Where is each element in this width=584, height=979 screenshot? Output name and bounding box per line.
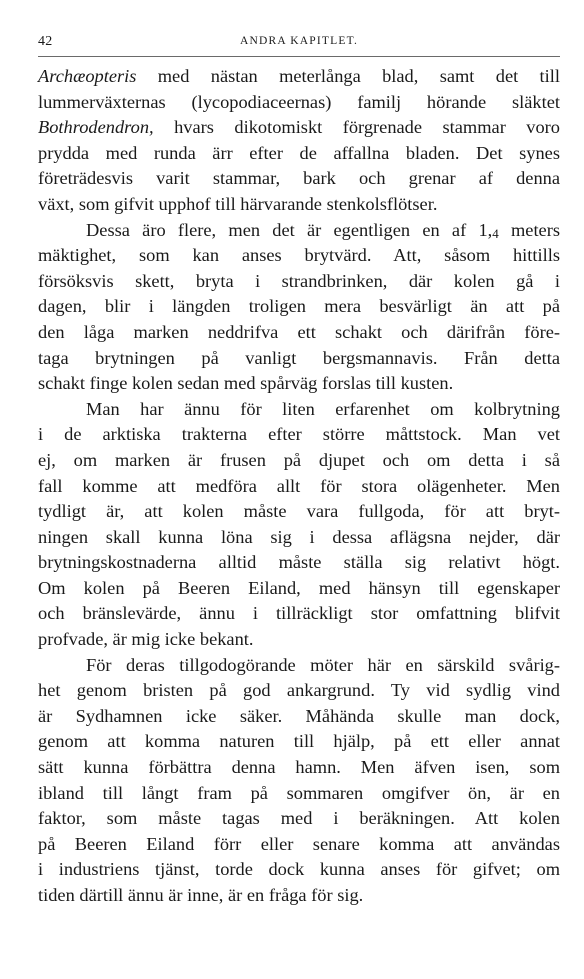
page-header <box>38 34 560 54</box>
text-line: het genom bristen på god ankargrund. Ty vid sydlig vind <box>38 680 560 701</box>
text-line: försöksvis skett, bryta i strandbrinken, där kolen gå i <box>38 270 560 291</box>
text-line: den låga marken neddrifva ett schakt och därifrån före- <box>38 321 560 342</box>
line-text: Dessa äro flere, men det är egentligen en af 1, <box>86 219 493 240</box>
line-text: meters <box>498 219 561 240</box>
text-line: fall komme att medföra allt för stora olägenheter. Men <box>38 475 560 496</box>
text-line: profvade, är mig icke bekant. <box>38 629 254 650</box>
text-line: Man har ännu för liten erfarenhet om kolbrytning <box>86 398 560 419</box>
text-line: ej, om marken är frusen på djupet och om detta i så <box>38 449 560 470</box>
text-line: på Beeren Eiland förr eller senare komma att användas <box>38 833 560 854</box>
line-text: hvars dikotomiskt förgrenade stammar voro <box>153 117 560 138</box>
text-line: tydligt är, att kolen måste vara fullgoda, för att bryt- <box>38 501 560 522</box>
text-line: och bränslevärde, ännu i tillräckligt stor omfattning blifvit <box>38 603 560 624</box>
text-line: För deras tillgodogörande möter här en särskild svårig- <box>86 654 560 675</box>
text-line: Om kolen på Beeren Eiland, med hänsyn till egenskaper <box>38 577 560 598</box>
text-line: schakt finge kolen sedan med spårväg forslas till kusten. <box>38 373 454 394</box>
decimal-digit: 4 <box>492 225 499 241</box>
text-line: företrädesvis varit stammar, bark och grenar af denna <box>38 168 560 189</box>
text-line: genom att komma naturen till hjälp, på ett eller annat <box>38 731 560 752</box>
text-line: dagen, blir i längden troligen mera besvärligt än att på <box>38 296 560 317</box>
text-line: tiden därtill ännu är inne, är en fråga för sig. <box>38 885 364 905</box>
text-line <box>38 218 560 244</box>
text-line: faktor, som måste tagas med i beräkningen. Att kolen <box>38 808 560 829</box>
text-line: i industriens tjänst, torde dock kunna anses för gifvet; om <box>38 859 560 880</box>
text-line <box>38 64 560 90</box>
text-line: ibland till långt fram på sommaren omgifver ön, är en <box>38 782 560 803</box>
italic-term: Archæopteris <box>38 66 137 86</box>
text-line: mäktighet, som kan anses brytvärd. Att, såsom hittills <box>38 245 560 266</box>
text-line: ningen skall kunna löna sig i dessa aflägsna nejder, där <box>38 526 560 547</box>
running-title: ANDRA KAPITLET. <box>239 35 359 47</box>
page-number: 42 <box>38 34 53 49</box>
line-text: med nästan meterlånga blad, samt det till <box>136 66 560 86</box>
text-line: sätt kunna förbättra denna hamn. Men äfven isen, som <box>38 757 560 778</box>
text-line: växt, som gifvit upphof till härvarande stenkolsflötser. <box>38 193 438 214</box>
text-line <box>38 115 560 141</box>
text-line: taga brytningen på vanligt bergsmannavis. Från detta <box>38 347 560 368</box>
header-rule <box>38 56 560 57</box>
text-line: lummerväxternas (lycopodiaceernas) familj hörande släktet <box>38 91 560 112</box>
text-line: i de arktiska trakterna efter större måttstock. Man vet <box>38 424 560 445</box>
italic-term: Bothrodendron, <box>38 117 154 138</box>
text-line: brytningskostnaderna alltid måste ställa sig relativt högt. <box>38 552 560 573</box>
body-text <box>38 64 560 909</box>
text-line: är Sydhamnen icke säker. Måhända skulle man dock, <box>38 705 560 726</box>
text-line: prydda med runda ärr efter de affallna bladen. Det synes <box>38 142 560 163</box>
